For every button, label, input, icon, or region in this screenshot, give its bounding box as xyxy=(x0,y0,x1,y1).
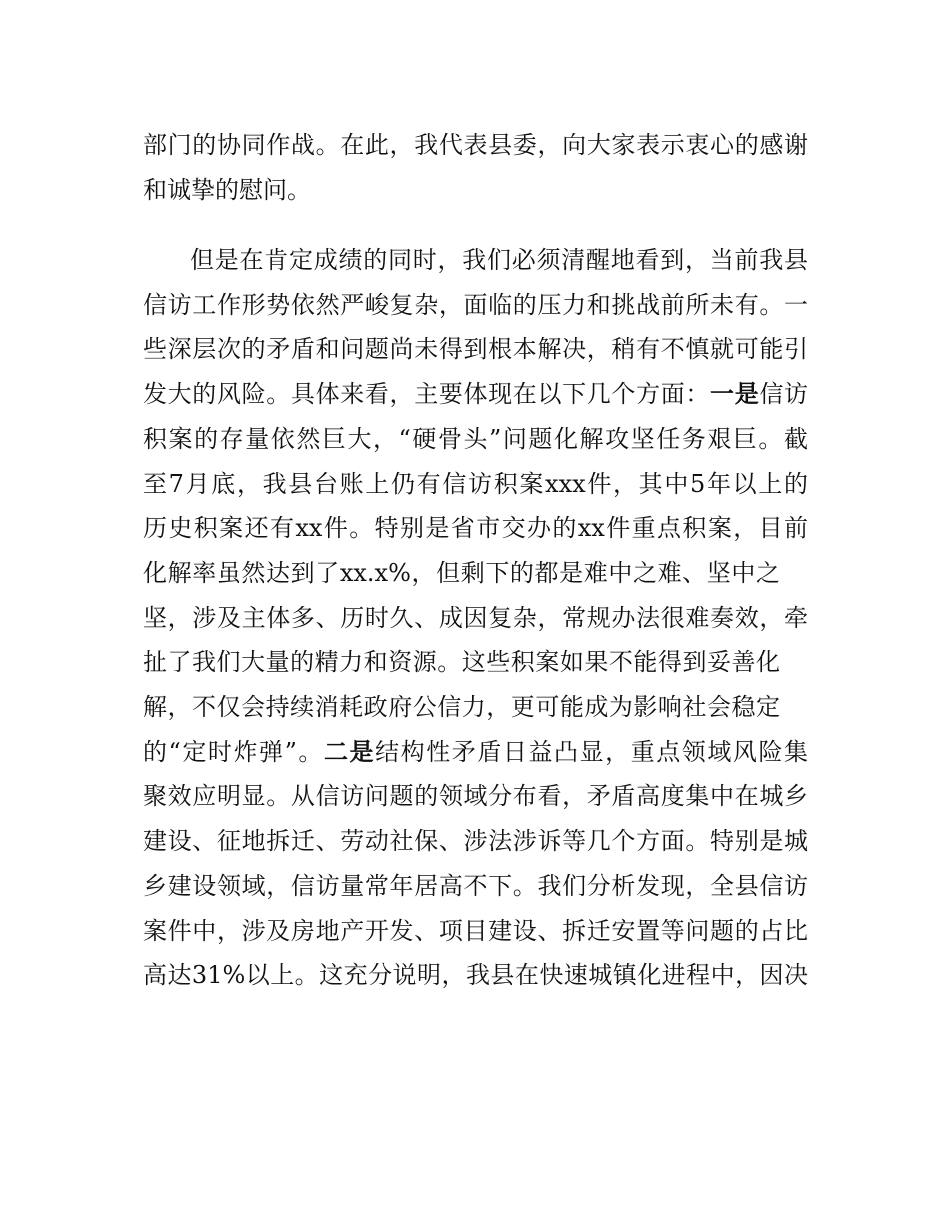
text-line xyxy=(143,468,808,500)
text-segment: 聚效应明显。从信访问题的领域分布看，矛盾高度集中在城乡 xyxy=(143,782,808,811)
text-line xyxy=(143,174,311,206)
text-line xyxy=(143,825,808,857)
text-line xyxy=(143,646,780,678)
text-segment: 乡建设领域，信访量常年居高不下。我们分析发现，全县信访 xyxy=(143,871,808,900)
text-segment: 些深层次的矛盾和问题尚未得到根本解决，稍有不慎就可能引 xyxy=(143,335,808,364)
text-segment: 信访 xyxy=(759,380,809,409)
bold-keyword: 一是 xyxy=(710,380,760,409)
text-line xyxy=(143,736,808,768)
text-line xyxy=(190,244,808,276)
text-segment: 但是在肯定成绩的同时，我们必须清醒地看到，当前我县 xyxy=(190,246,808,274)
text-segment: 高达31%以上。这充分说明，我县在快速城镇化进程中，因决 xyxy=(143,961,808,990)
text-line xyxy=(143,691,780,723)
text-line xyxy=(143,915,808,947)
text-line xyxy=(143,129,808,161)
bold-keyword: 二是 xyxy=(324,737,376,766)
text-line xyxy=(143,870,808,902)
text-segment: 历史积案还有xx件。特别是省市交办的xx件重点积案，目前 xyxy=(143,514,808,543)
text-segment: 坚，涉及主体多、历时久、成因复杂，常规办法很难奏效，牵 xyxy=(143,603,808,632)
text-line xyxy=(143,512,808,544)
text-segment: 结构性矛盾日益凸显，重点领域风险集 xyxy=(375,737,809,766)
text-segment: 案件中，涉及房地产开发、项目建设、拆迁安置等问题的占比 xyxy=(143,916,808,945)
text-line xyxy=(143,602,808,634)
text-segment: 扯了我们大量的精力和资源。这些积案如果不能得到妥善化 xyxy=(143,648,780,677)
text-segment: 信访工作形势依然严峻复杂，面临的压力和挑战前所未有。一 xyxy=(143,290,808,319)
text-segment: 的“定时炸弹”。 xyxy=(143,737,324,766)
text-segment: 部门的协同作战。在此，我代表县委，向大家表示衷心的感谢 xyxy=(143,131,808,159)
text-line xyxy=(143,333,808,365)
text-segment: 解，不仅会持续消耗政府公信力，更可能成为影响社会稳定 xyxy=(143,693,780,721)
text-line xyxy=(143,423,808,455)
text-line xyxy=(143,780,808,812)
text-segment: 发大的风险。具体来看，主要体现在以下几个方面： xyxy=(143,380,711,409)
text-line xyxy=(143,557,780,589)
text-line xyxy=(143,959,808,991)
text-segment: 至7月底，我县台账上仍有信访积案xxx件，其中5年以上的 xyxy=(143,469,808,498)
text-segment: 化解率虽然达到了xx.x%，但剩下的都是难中之难、坚中之 xyxy=(143,558,780,587)
text-segment: 和诚挚的慰问。 xyxy=(143,175,311,204)
text-line xyxy=(143,378,808,410)
text-segment: 建设、征地拆迁、劳动社保、涉法涉诉等几个方面。特别是城 xyxy=(143,827,808,856)
text-line xyxy=(143,289,808,321)
text-segment: 积案的存量依然巨大，“硬骨头”问题化解攻坚任务艰巨。截 xyxy=(143,424,808,453)
